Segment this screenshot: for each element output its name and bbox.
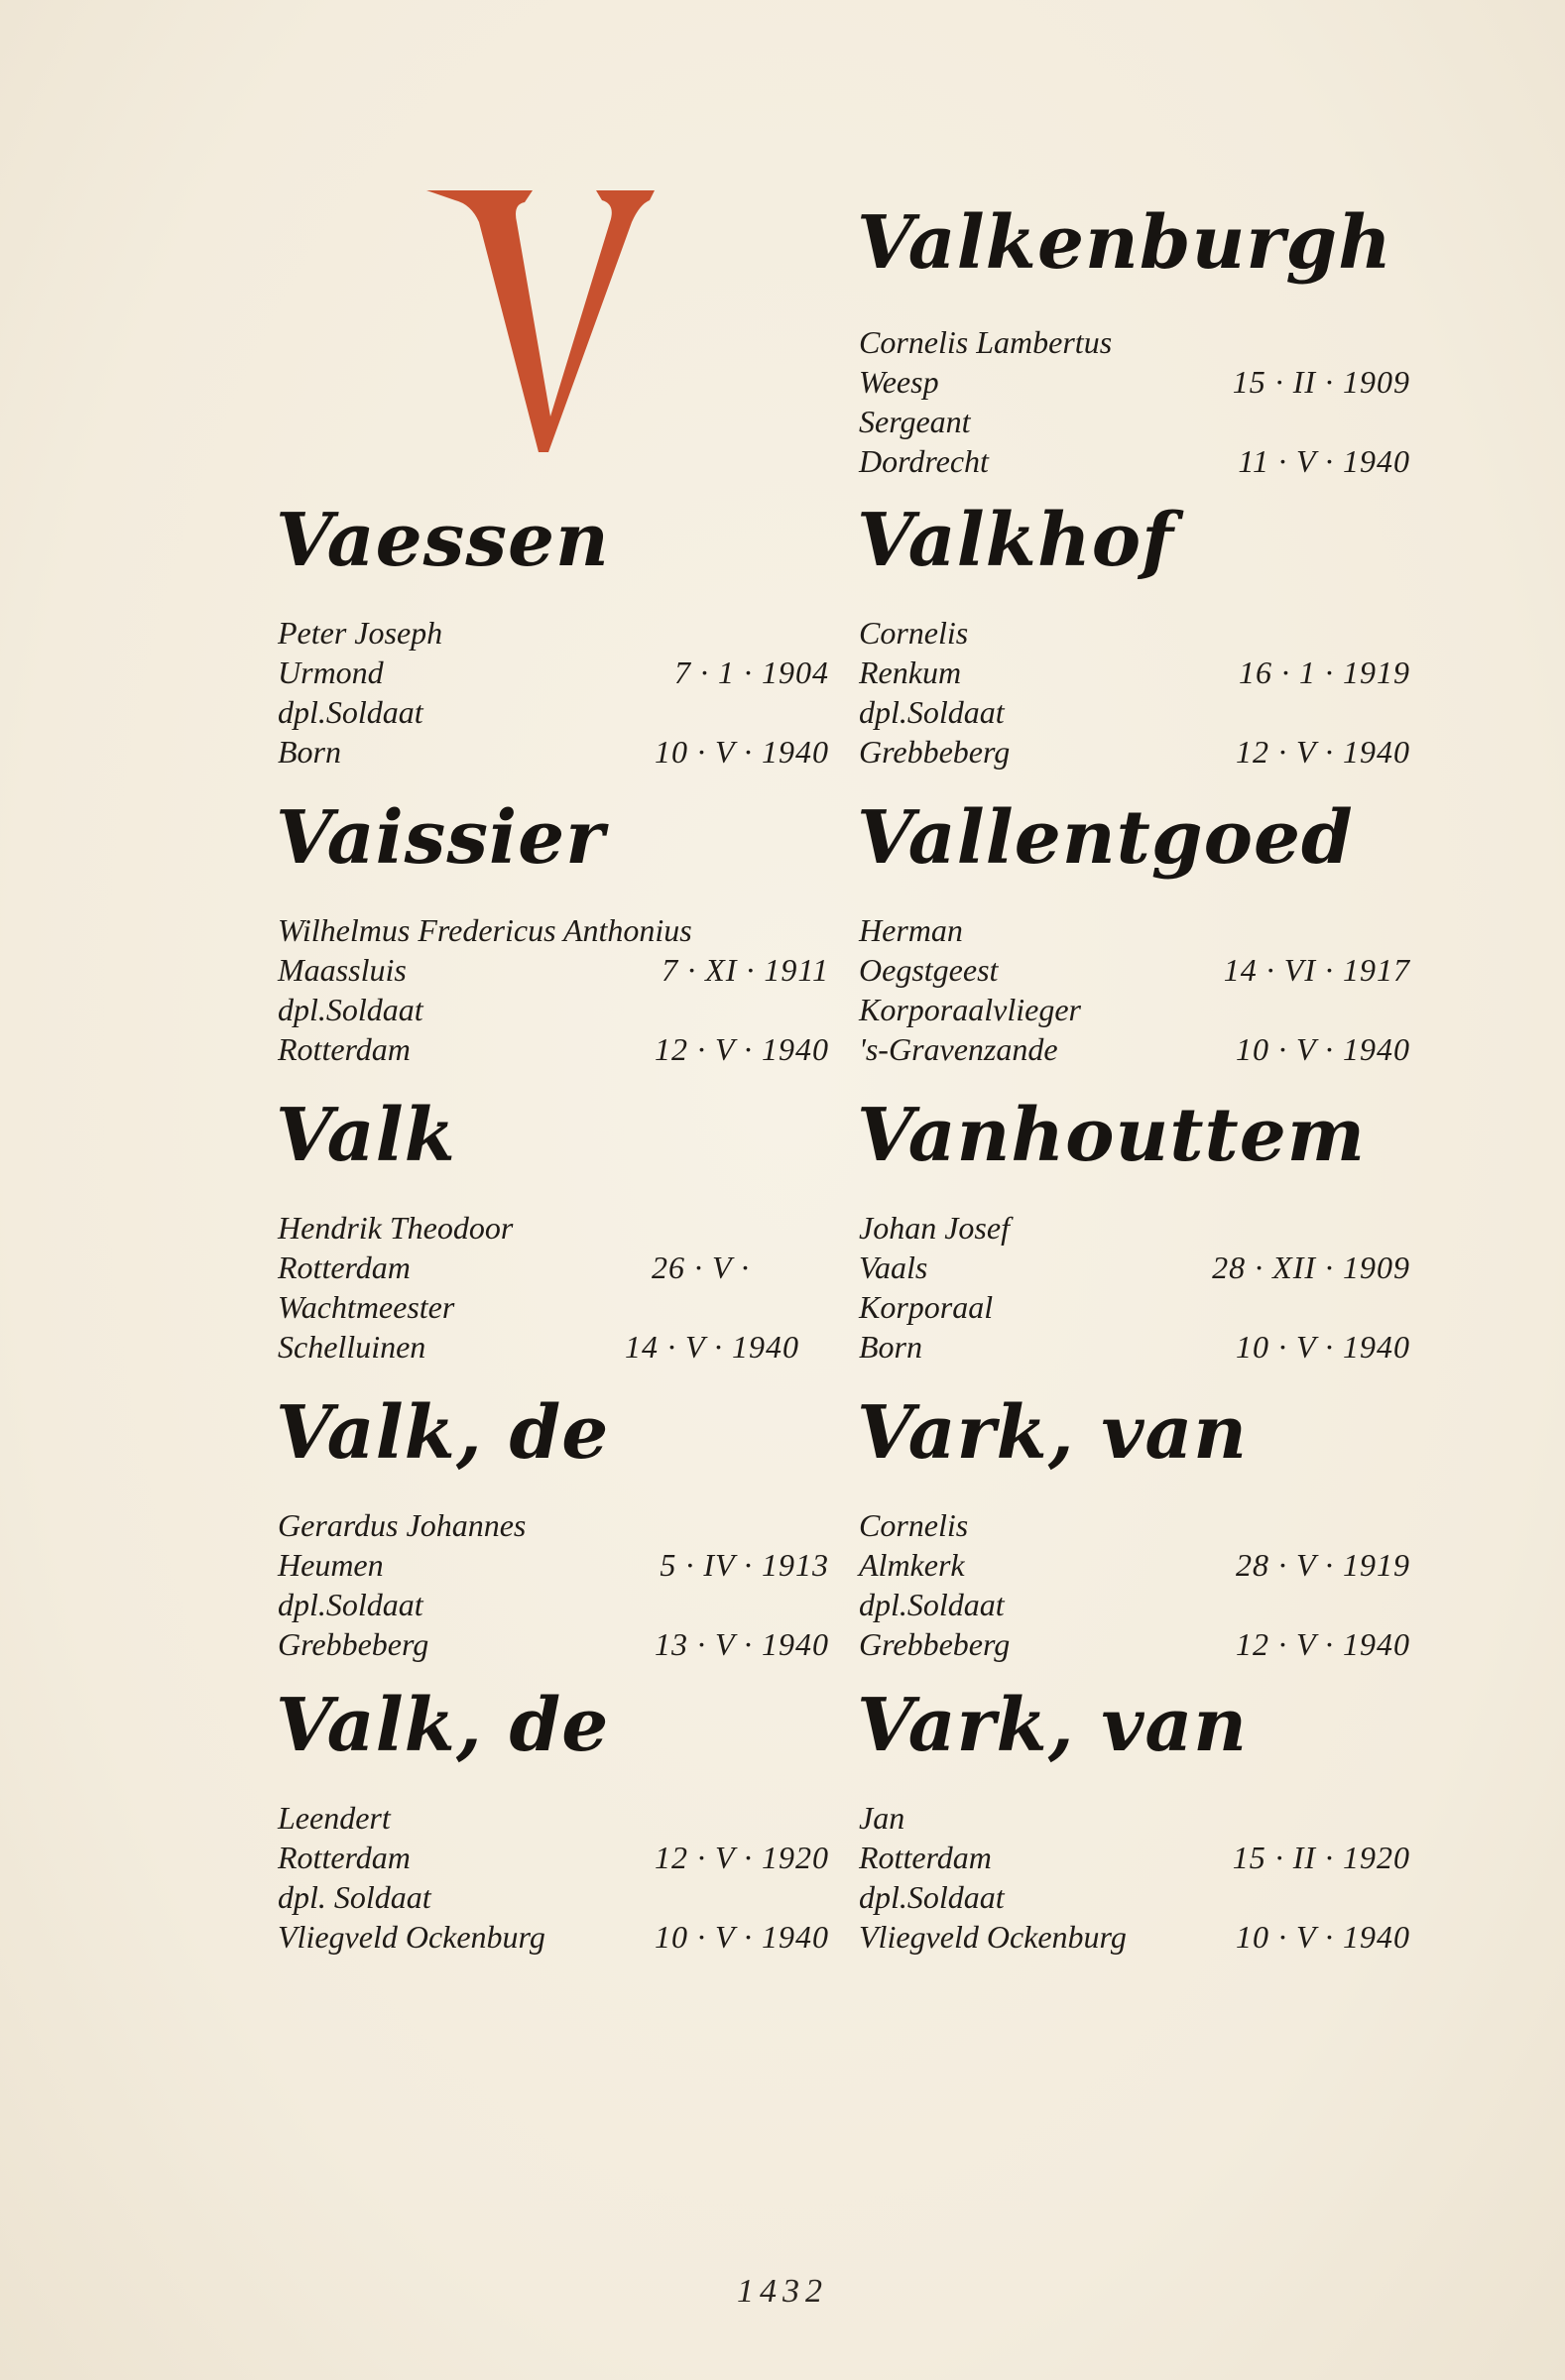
rank-line <box>859 402 1410 441</box>
rank: dpl. Soldaat <box>278 1879 431 1915</box>
birthplace: Vaals <box>859 1250 928 1285</box>
given-names-text: Cornelis Lambertus <box>859 324 1113 360</box>
given-names <box>859 1208 1410 1248</box>
deathplace: Vliegveld Ockenburg <box>278 1919 545 1955</box>
birth-line <box>859 1838 1410 1877</box>
given-names <box>278 1208 829 1248</box>
entry-vark-van-2 <box>857 1681 1412 1968</box>
deathplace: Grebbeberg <box>859 734 1011 770</box>
rank: dpl.Soldaat <box>278 694 423 730</box>
given-names <box>278 1505 829 1545</box>
given-names <box>859 1798 1410 1838</box>
entry-vanhouttem <box>857 1091 1412 1378</box>
rank: Wachtmeester <box>278 1289 455 1325</box>
birth-line <box>278 1248 829 1287</box>
rank: dpl.Soldaat <box>278 1587 423 1622</box>
rank: dpl.Soldaat <box>859 1587 1005 1622</box>
birthplace: Weesp <box>859 364 939 400</box>
entry-valk-de-2 <box>276 1681 831 1968</box>
birthplace: Oegstgeest <box>859 952 999 988</box>
birthplace: Heumen <box>278 1547 384 1583</box>
entry-valkhof <box>857 496 1412 783</box>
surname: Vark, van <box>857 1390 1249 1476</box>
given-names <box>278 1798 829 1838</box>
birthdate: 28 · V · 1919 <box>1236 1547 1410 1583</box>
surname: Vaessen <box>276 498 610 583</box>
given-names-text: Peter Joseph <box>278 615 443 651</box>
death-line <box>278 1029 829 1069</box>
birthdate: 26 · V · <box>652 1250 750 1285</box>
rank-line <box>278 1287 829 1327</box>
birthplace: Urmond <box>278 654 384 690</box>
deathplace: Born <box>859 1329 922 1365</box>
death-line <box>278 1624 829 1664</box>
birthplace: Maassluis <box>278 952 407 988</box>
death-line <box>859 1917 1410 1957</box>
given-names-text: Leendert <box>278 1800 391 1836</box>
deathplace: Born <box>278 734 341 770</box>
birth-line <box>859 1545 1410 1585</box>
deathdate: 13 · V · 1940 <box>655 1626 829 1662</box>
given-names <box>859 910 1410 950</box>
given-names-text: Jan <box>859 1800 905 1836</box>
rank-line <box>859 1287 1410 1327</box>
given-names-text: Cornelis <box>859 1507 969 1543</box>
given-names-text: Johan Josef <box>859 1210 1010 1246</box>
deathplace: Grebbeberg <box>859 1626 1011 1662</box>
birth-line <box>859 1248 1410 1287</box>
birthdate: 7 · XI · 1911 <box>662 952 829 988</box>
rank-line <box>278 692 829 732</box>
birthdate: 7 · 1 · 1904 <box>674 654 829 690</box>
birthdate: 28 · XII · 1909 <box>1212 1250 1410 1285</box>
rank-line <box>859 1877 1410 1917</box>
birth-line <box>278 950 829 990</box>
surname: Vanhouttem <box>857 1093 1367 1178</box>
birth-line <box>278 1545 829 1585</box>
deathplace: Schelluinen <box>278 1329 426 1365</box>
deathdate: 10 · V · 1940 <box>655 734 829 770</box>
deathdate: 14 · V · 1940 <box>625 1329 799 1365</box>
given-names <box>278 613 829 653</box>
birthplace: Almkerk <box>859 1547 965 1583</box>
given-names-text: Herman <box>859 912 963 948</box>
death-line <box>278 1917 829 1957</box>
birthdate: 5 · IV · 1913 <box>660 1547 829 1583</box>
rank-line <box>278 1585 829 1624</box>
given-names-text: Hendrik Theodoor <box>278 1210 514 1246</box>
given-names-text: Cornelis <box>859 615 969 651</box>
rank-line <box>859 990 1410 1029</box>
birth-line <box>859 362 1410 402</box>
drop-initial-v <box>421 119 660 456</box>
surname: Valk <box>276 1093 456 1178</box>
entry-vaissier <box>276 793 831 1081</box>
rank-line <box>278 990 829 1029</box>
birthplace: Rotterdam <box>278 1250 411 1285</box>
entry-valk <box>276 1091 831 1378</box>
death-line <box>859 1029 1410 1069</box>
deathdate: 12 · V · 1940 <box>1236 734 1410 770</box>
birthdate: 15 · II · 1920 <box>1232 1840 1410 1875</box>
birthdate: 16 · 1 · 1919 <box>1239 654 1410 690</box>
death-line <box>859 441 1410 481</box>
surname: Valk, de <box>276 1390 610 1476</box>
deathdate: 10 · V · 1940 <box>655 1919 829 1955</box>
surname: Valk, de <box>276 1683 610 1768</box>
deathdate: 10 · V · 1940 <box>1236 1031 1410 1067</box>
given-names-text: Gerardus Johannes <box>278 1507 527 1543</box>
deathdate: 10 · V · 1940 <box>1236 1919 1410 1955</box>
birth-line <box>278 653 829 692</box>
rank: Sergeant <box>859 404 971 439</box>
drop-initial-glyph <box>421 119 660 456</box>
rank: Korporaalvlieger <box>859 992 1081 1027</box>
deathplace: Rotterdam <box>278 1031 411 1067</box>
given-names-text: Wilhelmus Fredericus Anthonius <box>278 912 692 948</box>
deathdate: 10 · V · 1940 <box>1236 1329 1410 1365</box>
deathplace: Dordrecht <box>859 443 989 479</box>
rank: Korporaal <box>859 1289 994 1325</box>
rank: dpl.Soldaat <box>859 1879 1005 1915</box>
given-names <box>278 910 829 950</box>
deathdate: 11 · V · 1940 <box>1238 443 1410 479</box>
death-line <box>278 1327 829 1367</box>
birthplace: Rotterdam <box>278 1840 411 1875</box>
birth-line <box>278 1838 829 1877</box>
birth-line <box>859 950 1410 990</box>
given-names <box>859 1505 1410 1545</box>
entry-valk-de-1 <box>276 1388 831 1676</box>
entry-vark-van-1 <box>857 1388 1412 1676</box>
birthdate: 12 · V · 1920 <box>655 1840 829 1875</box>
rank: dpl.Soldaat <box>859 694 1005 730</box>
birthplace: Rotterdam <box>859 1840 992 1875</box>
deathdate: 12 · V · 1940 <box>655 1031 829 1067</box>
surname: Vaissier <box>276 795 606 881</box>
deathdate: 12 · V · 1940 <box>1236 1626 1410 1662</box>
surname: Vark, van <box>857 1683 1249 1768</box>
surname: Vallentgoed <box>857 795 1354 881</box>
deathplace: Grebbeberg <box>278 1626 429 1662</box>
death-line <box>278 732 829 772</box>
surname: Valkhof <box>857 498 1174 583</box>
deathplace: 's-Gravenzande <box>859 1031 1058 1067</box>
page-number: 1432 <box>737 2273 828 2310</box>
given-names <box>859 613 1410 653</box>
birthdate: 14 · VI · 1917 <box>1223 952 1410 988</box>
birth-line <box>859 653 1410 692</box>
entry-vaessen <box>276 496 831 783</box>
birthplace: Renkum <box>859 654 962 690</box>
birthdate: 15 · II · 1909 <box>1232 364 1410 400</box>
death-line <box>859 1624 1410 1664</box>
rank-line <box>859 692 1410 732</box>
given-names <box>859 322 1410 362</box>
rank-line <box>278 1877 829 1917</box>
rank: dpl.Soldaat <box>278 992 423 1027</box>
deathplace: Vliegveld Ockenburg <box>859 1919 1127 1955</box>
death-line <box>859 732 1410 772</box>
death-line <box>859 1327 1410 1367</box>
entry-vallentgoed <box>857 793 1412 1081</box>
rank-line <box>859 1585 1410 1624</box>
entry-valkenburgh <box>857 198 1412 486</box>
surname: Valkenburgh <box>857 200 1392 286</box>
